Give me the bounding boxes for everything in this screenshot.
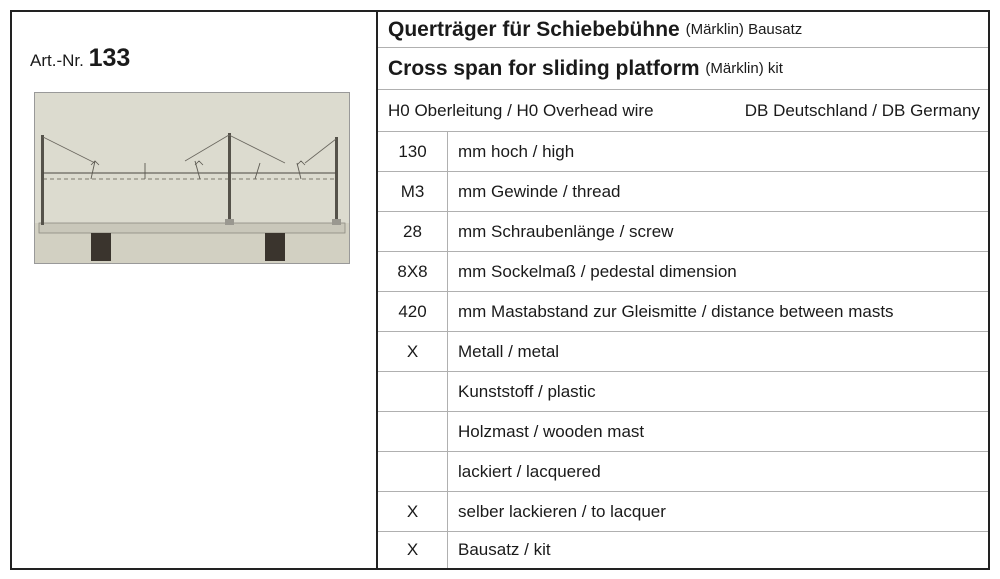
spec-label: selber lackieren / to lacquer — [458, 501, 666, 521]
spec-label: mm Schraubenlänge / screw — [458, 221, 674, 241]
article-number — [30, 44, 130, 73]
spec-value: X — [378, 492, 448, 531]
product-photo — [34, 92, 350, 264]
spec-label: mm Mastabstand zur Gleismitte / distance between masts — [458, 301, 894, 321]
spec-value: X — [378, 532, 448, 568]
category-row — [378, 90, 988, 132]
spec-row — [378, 132, 988, 172]
spec-label: mm Gewinde / thread — [458, 181, 621, 201]
spec-value — [378, 452, 448, 491]
title-german-main: Querträger für Schiebebühne — [388, 17, 680, 41]
spec-value — [378, 372, 448, 411]
product-sheet — [10, 10, 990, 570]
spec-label: Kunststoff / plastic — [458, 381, 596, 401]
article-number-value: 133 — [88, 44, 131, 72]
spec-row — [378, 172, 988, 212]
spec-value: X — [378, 332, 448, 371]
spec-label: mm hoch / high — [458, 141, 575, 161]
spec-row — [378, 452, 988, 492]
title-english — [378, 48, 988, 90]
spec-row — [378, 252, 988, 292]
article-prefix: Art.-Nr. — [30, 51, 84, 70]
title-german-sub: (Märklin) Bausatz — [685, 21, 803, 38]
spec-label: mm Sockelmaß / pedestal dimension — [458, 261, 737, 281]
category-wire: H0 Oberleitung / H0 Overhead wire — [388, 100, 654, 120]
spec-row — [378, 332, 988, 372]
spec-row — [378, 412, 988, 452]
title-german — [378, 12, 988, 48]
spec-value: 8X8 — [378, 252, 448, 291]
spec-label: lackiert / lacquered — [458, 461, 601, 481]
spec-value: 420 — [378, 292, 448, 331]
spec-row — [378, 372, 988, 412]
overhead-wire-model-photo — [35, 93, 349, 263]
spec-label: Metall / metal — [458, 341, 560, 361]
category-country: DB Deutschland / DB Germany — [744, 100, 980, 120]
spec-row — [378, 292, 988, 332]
spec-value — [378, 412, 448, 451]
spec-row — [378, 532, 988, 568]
spec-value: 28 — [378, 212, 448, 251]
title-english-sub: (Märklin) kit — [705, 60, 783, 77]
spec-value: 130 — [378, 132, 448, 171]
spec-label: Bausatz / kit — [458, 540, 551, 559]
spec-row — [378, 492, 988, 532]
spec-label: Holzmast / wooden mast — [458, 421, 645, 441]
spec-value: M3 — [378, 172, 448, 211]
spec-row — [378, 212, 988, 252]
title-english-main: Cross span for sliding platform — [388, 56, 700, 80]
